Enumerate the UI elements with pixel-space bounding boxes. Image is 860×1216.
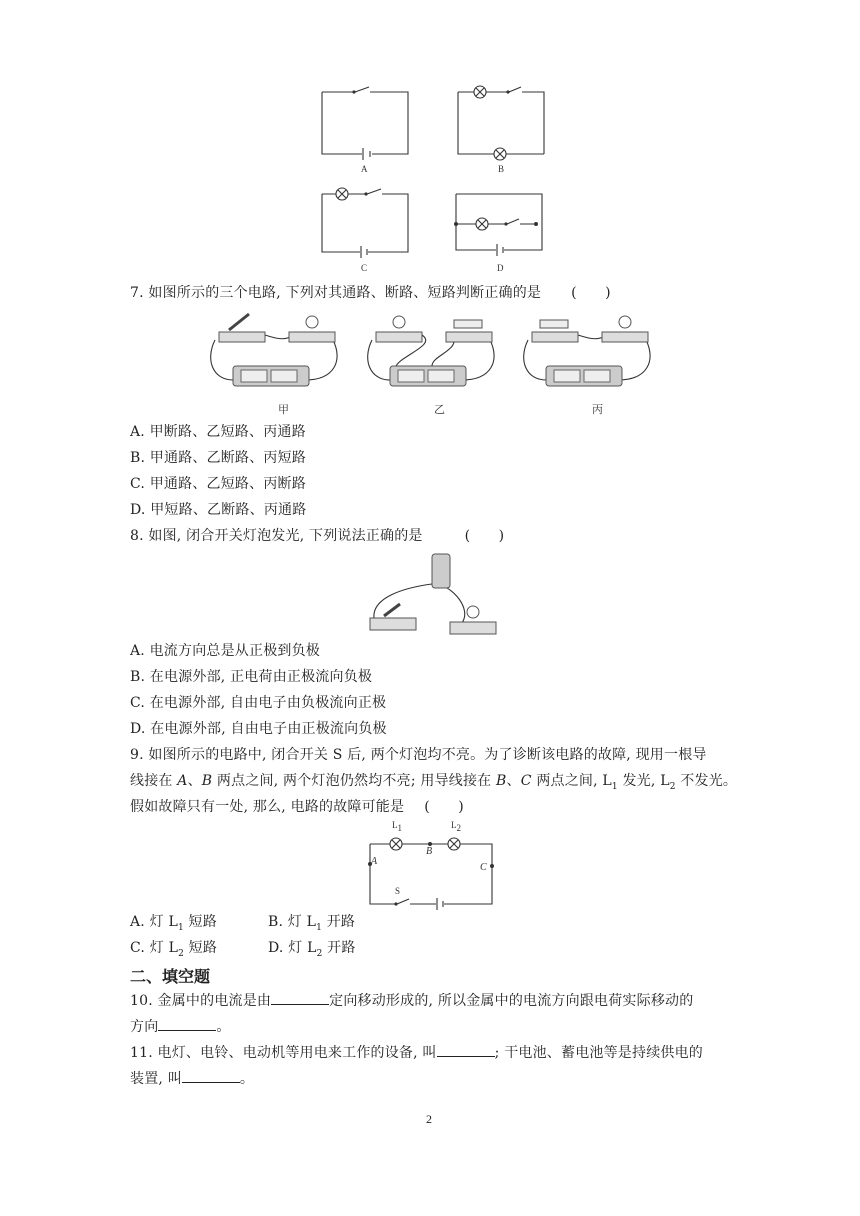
- fig-label-yi: 乙: [434, 404, 445, 416]
- q10-line2: 方向 。: [130, 1019, 231, 1035]
- q8-stem: 8. 如图, 闭合开关灯泡发光, 下列说法正确的是 ( ): [130, 528, 505, 544]
- circuit-diagram-d: [454, 192, 544, 262]
- q11-line1: 11. 电灯、电铃、电动机等用电来工作的设备, 叫 ; 干电池、蓄电池等是持续供电的: [130, 1045, 703, 1061]
- q9-line3: 假如故障只有一处, 那么, 电路的故障可能是 ( ): [130, 799, 464, 815]
- fig-label-bing: 丙: [592, 404, 603, 416]
- q9-option-a[interactable]: A. 灯 $L_1$ 短路: [130, 914, 217, 933]
- q9-fig-l2: $L_2$: [451, 820, 461, 833]
- q9-option-b[interactable]: B. 灯 $L_1$ 开路: [268, 914, 356, 933]
- q8-option-c[interactable]: C. 在电源外部, 自由电子由负极流向正极: [130, 695, 387, 711]
- fig-label-b: B: [498, 164, 505, 174]
- q9-fig-b: B: [426, 846, 433, 857]
- q9-fig-s: S: [395, 886, 401, 896]
- q9-fig-c: C: [480, 862, 487, 873]
- page-number: 2: [426, 1112, 432, 1126]
- section-heading-fill-in: 二、填空题: [130, 967, 211, 986]
- q8-option-b[interactable]: B. 在电源外部, 正电荷由正极流向负极: [130, 669, 373, 685]
- q9-line1: 9. 如图所示的电路中, 闭合开关 S 后, 两个灯泡均不亮。为了诊断该电路的故障, 现用一根导: [130, 747, 707, 763]
- q7-option-b[interactable]: B. 甲通路、乙断路、丙短路: [130, 450, 306, 466]
- q7-option-d[interactable]: D. 甲短路、乙断路、丙通路: [130, 502, 307, 518]
- q9-line2: 线接在 A、B 两点之间, 两个灯泡仍然均不亮; 用导线接在 B、C 两点之间, $L_1$ 发光, $L_2$ 不发光。: [130, 773, 738, 792]
- q7-stem: 7. 如图所示的三个电路, 下列对其通路、断路、短路判断正确的是 ( ): [130, 285, 611, 301]
- q8-option-d[interactable]: D. 在电源外部, 自由电子由正极流向负极: [130, 721, 387, 737]
- circuit-diagram-b: [456, 88, 546, 158]
- q7-option-c[interactable]: C. 甲通路、乙短路、丙断路: [130, 476, 306, 492]
- q8-option-a[interactable]: A. 电流方向总是从正极到负极: [130, 643, 321, 659]
- circuit-photo-jia: [205, 310, 345, 400]
- circuit-photo-q8: [362, 548, 502, 640]
- q9-fig-l1: $L_1$: [392, 820, 402, 833]
- q10-line1: 10. 金属中的电流是由 定向移动形成的, 所以金属中的电流方向跟电荷实际移动的: [130, 993, 694, 1009]
- q9-fig-a: A: [371, 856, 378, 867]
- q11-line2: 装置, 叫 。: [130, 1071, 255, 1087]
- circuit-photo-yi: [362, 310, 502, 400]
- fig-label-c: C: [361, 263, 368, 273]
- q11-blank-2[interactable]: [182, 1069, 240, 1083]
- fig-label-d: D: [497, 263, 504, 273]
- q11-blank-1[interactable]: [437, 1043, 495, 1057]
- q9-option-d[interactable]: D. 灯 $L_2$ 开路: [268, 940, 356, 959]
- fig-label-jia: 甲: [278, 404, 289, 416]
- circuit-diagram-a: [320, 88, 410, 158]
- q10-blank-2[interactable]: [158, 1017, 216, 1031]
- q9-option-c[interactable]: C. 灯 $L_2$ 短路: [130, 940, 218, 959]
- q7-option-a[interactable]: A. 甲断路、乙短路、丙通路: [130, 424, 306, 440]
- fig-label-a: A: [361, 164, 368, 174]
- circuit-photo-bing: [518, 310, 658, 400]
- circuit-diagram-c: [320, 190, 410, 260]
- q10-blank-1[interactable]: [271, 991, 329, 1005]
